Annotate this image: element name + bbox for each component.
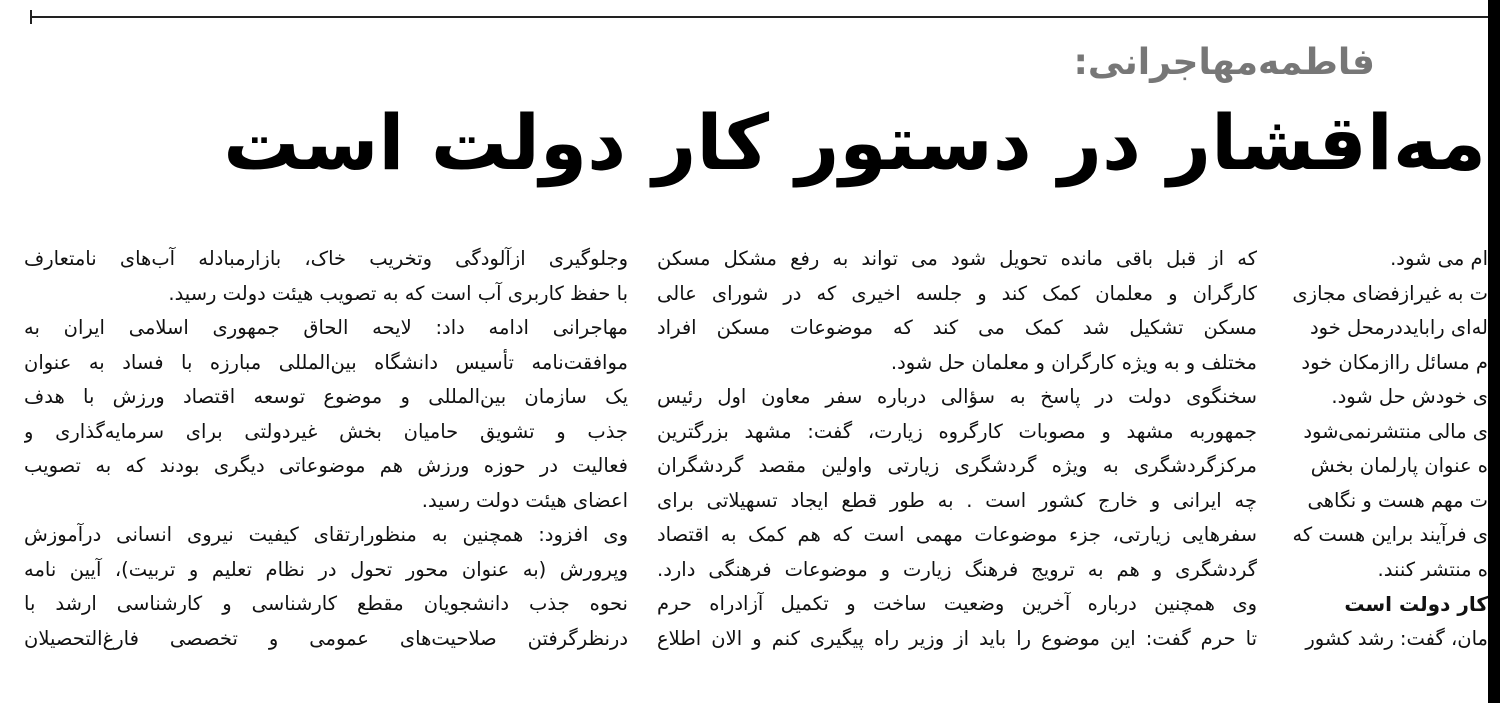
text-line: وپرورش (به عنوان محور تحول در نظام تعلیم و تربیت)، آیین نامه: [24, 557, 628, 581]
text-line: یک سازمان بین‌المللی و موضوع توسعه اقتصاد ورزش با هدف: [24, 385, 628, 408]
text-line: مان، گفت: رشد کشور: [1305, 626, 1488, 650]
text-line: وی همچنین درباره آخرین وضعیت ساخت و تکمیل آزادراه حرم: [657, 592, 1257, 615]
text-line: ی مالی منتشرنمی‌شود: [1303, 419, 1488, 443]
text-line: اعضای هیئت دولت رسید.: [421, 488, 628, 512]
subheading: کار دولت است: [1344, 592, 1488, 616]
text-line: با حفظ کاربری آب است که به تصویب هیئت دولت رسید.: [168, 281, 628, 305]
text-line: ه عنوان پارلمان بخش: [1310, 454, 1488, 477]
text-line: ت مهم هست و نگاهی: [1307, 488, 1488, 512]
text-line: جذب و تشویق حامیان بخش غیردولتی برای سرمایه‌گذاری و: [24, 419, 628, 443]
text-line: م مسائل راازمکان خود: [1301, 350, 1488, 374]
text-line: مرکزگردشگری به ویژه گردشگری زیارتی واولین مقصد گردشگران: [657, 454, 1257, 477]
text-line: کارگران و معلمان کمک کند و جلسه اخیری که در شورای عالی: [657, 281, 1257, 305]
top-rule: [30, 16, 1488, 18]
text-line: تا حرم گفت: این موضوع را باید از وزیر راه پیگیری کنم و الان اطلاع: [657, 626, 1257, 650]
page-edge-bar: [1488, 0, 1500, 703]
text-line: گردشگری و هم به ترویج فرهنگ زیارت و موضوعات فرهنگی دارد.: [657, 557, 1257, 581]
text-line: درنظرگرفتن صلاحیت‌های عمومی و تخصصی فارغ‌التحصیلان: [24, 626, 628, 650]
text-line: ام می شود.: [1390, 247, 1488, 270]
text-line: ی خودش حل شود.: [1331, 385, 1488, 408]
text-line: سفرهایی زیارتی، جزء موضوعات مهمی است که هم کمک به اقتصاد: [657, 523, 1257, 546]
text-line: موافقت‌نامه تأسیس دانشگاه بین‌المللی مبارزه با فساد به عنوان: [24, 350, 628, 374]
text-line: ت به غیرازفضای مجازی: [1292, 281, 1488, 305]
text-line: له‌ای رابایددرمحل خود: [1309, 316, 1488, 339]
column-left: [24, 242, 628, 703]
text-line: جمهوربه مشهد و مصوبات کارگروه زیارت، گفت: مشهد بزرگترین: [657, 419, 1257, 443]
text-line: که از قبل باقی مانده تحویل شود می تواند به رفع مشکل مسکن: [657, 247, 1257, 270]
text-line: مسکن تشکیل شد کمک می کند که موضوعات مسکن افراد: [657, 316, 1257, 339]
text-line: مختلف و به ویژه کارگران و معلمان حل شود.: [890, 350, 1257, 374]
text-line: وجلوگیری ازآلودگی وتخریب خاک، بازارمبادله آب‌های نامتعارف: [24, 247, 628, 270]
text-line: فعالیت در حوزه ورزش هم موضوعاتی دیگری بودند که به تصویب: [24, 454, 628, 477]
text-line: ی فرآیند براین هست که: [1292, 523, 1488, 546]
article-kicker: فاطمه‌مهاجرانی:: [1073, 42, 1375, 83]
article-headline: مه‌اقشار در دستور کار دولت است: [223, 98, 1486, 187]
text-line: نحوه جذب دانشجویان مقطع کارشناسی و کارشناسی ارشد با: [24, 592, 628, 615]
text-line: ه منتشر کنند.: [1377, 557, 1488, 581]
text-line: چه ایرانی و خارج کشور است . به طور قطع ایجاد تسهیلاتی برای: [657, 488, 1257, 512]
column-right: [1282, 242, 1488, 703]
text-line: مهاجرانی ادامه داد: لایحه الحاق جمهوری اسلامی ایران به: [24, 316, 628, 339]
column-middle: [657, 242, 1257, 703]
text-line: سخنگوی دولت در پاسخ به سؤالی درباره سفر معاون اول رئیس: [657, 385, 1257, 408]
text-line: وی افزود: همچنین به منظورارتقای کیفیت نیروی انسانی درآموزش: [24, 523, 628, 546]
